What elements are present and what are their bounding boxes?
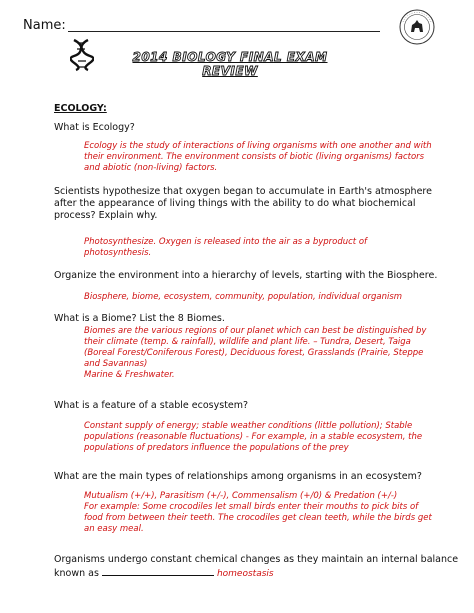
answer-7: homeostasis bbox=[216, 569, 274, 579]
question-5: What is a feature of a stable ecosystem? bbox=[54, 400, 249, 411]
answer-line: their climate (temp. & rainfall), wildlife and plant life. – Tundra, Desert, Taiga bbox=[84, 337, 411, 347]
question-line-with-blank bbox=[54, 566, 458, 580]
answer-line: their environment. The environment consists of biotic (living organisms) factors bbox=[84, 152, 425, 162]
answer-line: populations (reasonable fluctuations) - For example, in a stable ecosystem, the bbox=[84, 432, 423, 442]
question-line: Scientists hypothesize that oxygen began to accumulate in Earth's atmosphere bbox=[54, 186, 432, 197]
answer-line: Biosphere, biome, ecosystem, community, population, individual organism bbox=[84, 292, 403, 302]
answer-line: Marine & Freshwater. bbox=[84, 370, 175, 380]
answer-line: food from between their teeth. The crocodiles get clean teeth, while the birds get bbox=[84, 513, 432, 523]
question-2 bbox=[54, 186, 432, 222]
answer-6 bbox=[84, 491, 432, 535]
question-1: What is Ecology? bbox=[54, 122, 135, 133]
name-label: Name: bbox=[23, 18, 66, 33]
answer-line: and Savannas) bbox=[84, 359, 148, 369]
section-heading: ECOLOGY: bbox=[54, 103, 107, 114]
question-7 bbox=[54, 554, 458, 580]
answer-3 bbox=[84, 292, 402, 303]
dna-helix-icon bbox=[70, 38, 94, 72]
question-line: process? Explain why. bbox=[54, 210, 158, 221]
answer-1 bbox=[84, 141, 432, 174]
answer-line: For example: Some crocodiles let small birds enter their mouths to pick bits of bbox=[84, 502, 419, 512]
answer-line: Photosynthesize. Oxygen is released into the air as a byproduct of bbox=[84, 237, 368, 247]
answer-line: and abiotic (non-living) factors. bbox=[84, 163, 218, 173]
question-line: Organisms undergo constant chemical changes as they maintain an internal balance bbox=[54, 554, 459, 565]
answer-5 bbox=[84, 421, 422, 454]
answer-line: Mutualism (+/+), Parasitism (+/-), Commensalism (+/0) & Predation (+/-) bbox=[84, 491, 398, 501]
question-4: What is a Biome? List the 8 Biomes. bbox=[54, 313, 225, 324]
question-6: What are the main types of relationships among organisms in an ecosystem? bbox=[54, 471, 422, 482]
school-seal-logo bbox=[398, 8, 436, 46]
answer-line: Biomes are the various regions of our planet which can best be distinguished by bbox=[84, 326, 427, 336]
answer-4 bbox=[84, 326, 426, 381]
answer-line: an easy meal. bbox=[84, 524, 144, 534]
answer-line: Constant supply of energy; stable weather conditions (little pollution); Stable bbox=[84, 421, 413, 431]
name-blank-line[interactable] bbox=[68, 31, 380, 32]
question-line: known as bbox=[54, 568, 99, 579]
answer-line: Ecology is the study of interactions of living organisms with one another and with bbox=[84, 141, 432, 151]
answer-line: (Boreal Forest/Coniferous Forest), Deciduous forest, Grasslands (Prairie, Steppe bbox=[84, 348, 424, 358]
answer-blank-line[interactable] bbox=[102, 566, 214, 576]
answer-line: photosynthesis. bbox=[84, 248, 152, 258]
answer-line: populations of predators influence the populations of the prey bbox=[84, 443, 349, 453]
answer-2 bbox=[84, 237, 367, 259]
question-3: Organize the environment into a hierarchy of levels, starting with the Biosphere. bbox=[54, 270, 438, 281]
question-line: after the appearance of living things with the ability to do what biochemical bbox=[54, 198, 416, 209]
page-title: 2014 BIOLOGY FINAL EXAM REVIEW bbox=[132, 50, 328, 78]
